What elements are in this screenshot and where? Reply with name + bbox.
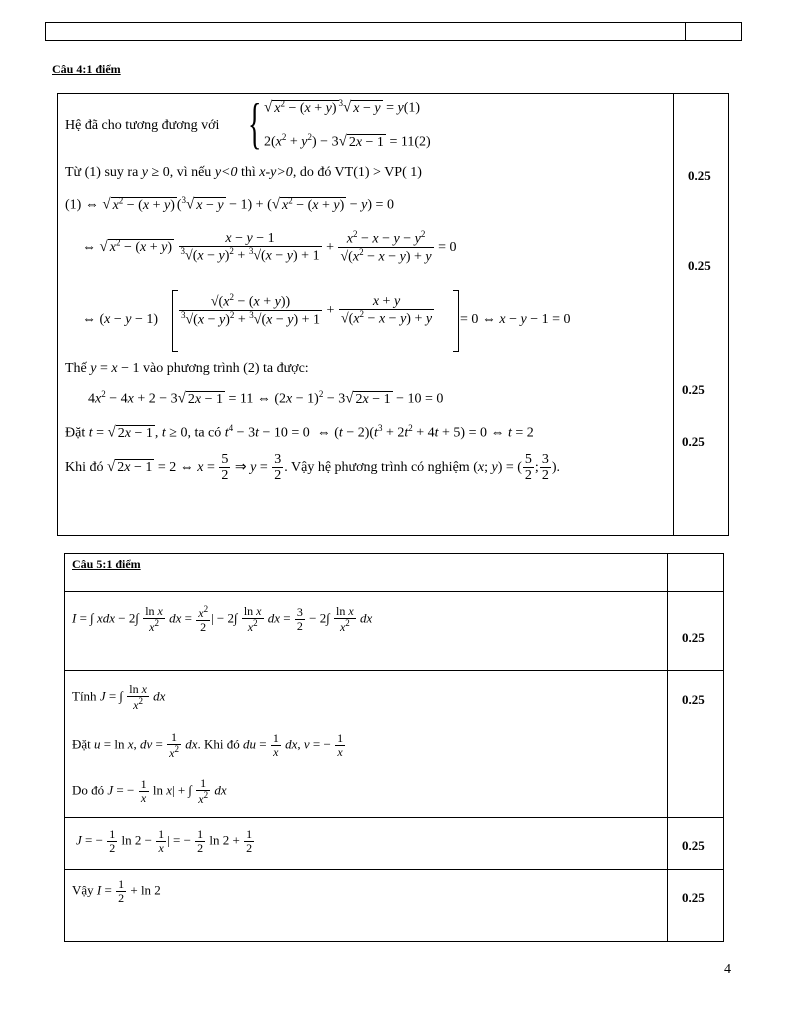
header-divider [685, 22, 686, 41]
cau5-row-sep-3 [64, 817, 724, 818]
cau5-row3-formula: J = − $\frac{1}{2}$ ln 2 − $\frac{1}{x}$ | = − $\frac{1}{2}$ ln 2 + $\frac{1}{2}$ [76, 827, 253, 856]
cau4-line5b: $\frac{√(x^2 - (x + y))}{^3√(x - y)^2 + ^3√(x - y) + 1}$ + $\frac{x + y}{√(x^2 - x - y) + y}$ [181, 292, 433, 328]
cau4-line1-text: Hệ đã cho tương đương với [65, 118, 220, 133]
cau4-line3: (1) ⇔ √ $x^2 - (x + y)$ ($^3$√ x − y − 1) + (√ $x^2 - (x + y) - y) = 0$ [65, 195, 394, 213]
cau4-line6: Thế y = x − 1 vào phương trình (2) ta được: [65, 361, 309, 376]
cau5-row2-line2: Đặt u = ln x, dv = $\frac{1}{x^2}$ dx. Khi đó du = $\frac{1}{x}$ dx, v = − $\frac{1}{x}$ [72, 730, 344, 761]
cau5-row4-prefix: Vậy [72, 882, 94, 898]
cau4-heading: Câu 4:1 điểm [52, 62, 121, 76]
header-table [45, 22, 742, 41]
system-eq1: √ $x^2 - (x + y)$ $^3$√ x − y = y(1) [264, 98, 421, 116]
cau5-row2-dat: Đặt [72, 736, 91, 752]
cau4-line8: Đặt t = √ 2x − 1 , t ≥ 0, ta có $t^4 - 3t - 10 = 0$ ⇔ $(t - 2)(t^3 + 2t^2 + 4t + 5) = 0$ ⇔ t = 2 [65, 423, 534, 441]
cau5-row-sep-4 [64, 869, 724, 870]
cau4-line2-c: thì [240, 165, 256, 180]
cau5-score-divider [667, 553, 668, 942]
cau4-line9: Khi đó √ 2x − 1 = 2 ⇔ x = $\frac{5}{2}$ ⇒ y = $\frac{3}{2}$ . Vậy hệ phương trình có nghiệm (x; y) = ( $\frac{5}{2}$ ; $\frac{3}{2}$ ). [65, 452, 560, 484]
cau5-row1-formula: I = ∫ xdx − 2∫ $\frac{\text{ln x}}{x^2}$ dx = $\frac{x^2}{2}$ | − 2∫ $\frac{\text{ln x}}{x^2}$ dx = $\frac{3}{2}$ − 2∫ $\frac{\text{ln x}}{x^2}$ dx [72, 604, 373, 635]
cau4-line1 [65, 118, 219, 134]
cau4-line8-prefix: Đặt [65, 425, 86, 441]
cau4-line2-text: Từ (1) suy ra [65, 165, 139, 180]
cau5-score-1: 0.25 [682, 630, 705, 645]
cau5-row2-prefix: Tính [72, 688, 97, 704]
cau5-row2-khido: . Khi đó [197, 736, 240, 752]
cau5-row2-line1: Tính J = ∫ $\frac{\text{ln x}}{x^2}$ dx [72, 682, 166, 713]
cau4-score-divider [673, 93, 674, 536]
cau4-line5c: = 0 ⇔ x − y − 1 = 0 [460, 312, 571, 327]
bracket-right [453, 290, 459, 352]
cau5-row4-formula: Vậy I = $\frac{1}{2}$ + ln 2 [72, 877, 161, 906]
cau4-score-3: 0.25 [682, 382, 705, 397]
cau4-line7: $4x^2 - 4x + 2 - 3√$ 2x − 1 = 11 ⇔ $(2x - 1)^2 - 3√$ 2x − 1 − 10 = 0 [88, 389, 444, 407]
cau4-score-2: 0.25 [688, 258, 711, 273]
cau4-line9-prefix: Khi đó [65, 460, 104, 476]
cau5-row-sep-1 [64, 591, 724, 592]
system-eq2: $2(x^2 + y^2) - 3√$ 2x − 1 = 11(2) [264, 132, 431, 150]
cau5-score-3: 0.25 [682, 838, 705, 853]
cau5-row2-line3: Do đó J = − $\frac{1}{x}$ ln x| + ∫ $\frac{1}{x^2}$ dx [72, 776, 227, 807]
cau5-row-sep-2 [64, 670, 724, 671]
cau5-row2-dodo: Do đó [72, 782, 105, 798]
cau5-score-2: 0.25 [682, 692, 705, 707]
cau4-line6-prefix: Thế [65, 361, 87, 376]
cau4-line2-b: , vì nếu [169, 165, 212, 180]
cau4-line6-suffix: vào phương trình (2) ta được: [143, 361, 309, 376]
cau4-line4: ⇔ √ $x^2 - (x + y)$ $\frac{x - y - 1}{^3√(x - y)^2 + ^3√(x - y) + 1}$ + $\frac{x^2 - x - y - y^2}{√(x^2 - x - y) + y}$ = 0 [82, 229, 457, 265]
cau4-line8-mid: , ta có [187, 425, 222, 441]
cau5-heading: Câu 5:1 điểm [72, 557, 141, 571]
cau4-score-4: 0.25 [682, 434, 705, 449]
cau4-line2-d: , do đó VT(1) > VP( 1) [292, 165, 422, 180]
cau4-line5a: ⇔ (x − y − 1) [82, 312, 159, 327]
cau4-score-1: 0.25 [688, 168, 711, 183]
cau5-score-4: 0.25 [682, 890, 705, 905]
cau4-line2: Từ (1) suy ra y ≥ 0, vì nếu y<0 thì x-y>0, do đó VT(1) > VP( 1) [65, 165, 422, 180]
page-number: 4 [724, 962, 731, 977]
system-brace: { [248, 93, 262, 155]
cau4-line9-mid: . Vậy hệ phương trình có nghiệm [284, 460, 470, 476]
